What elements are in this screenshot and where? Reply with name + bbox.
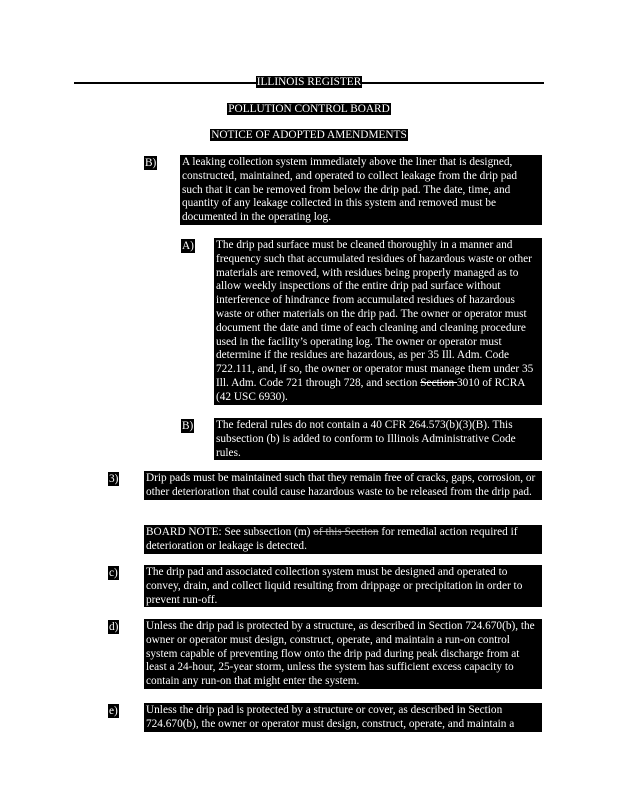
item-label-e: e) — [109, 705, 118, 717]
board-note-struck: of this Section — [313, 526, 379, 538]
notice-title: NOTICE OF ADOPTED AMENDMENTS — [211, 129, 407, 141]
item-a2-struck: Section — [420, 376, 457, 389]
item-label-d: d) — [109, 621, 119, 633]
board-note-part1: BOARD NOTE: See subsection (m) — [146, 526, 314, 538]
item-b2-text: The federal rules do not contain a 40 CFR 264.573(b)(3)(B). This subsection (b) is added to conform to Illinois Administrative Code rules. — [214, 418, 542, 460]
item-label-a2: A) — [182, 240, 194, 252]
item-a2-text-part1: The drip pad surface must be cleaned thoroughly in a manner and frequency such that accumulated residues of hazardous waste or other materials are removed, with residues being properly managed as to allow weekly inspections of the entire drip pad surface without interference of hindrance from accumulated residues of hazardous waste or other materials on the drip pad. The owner or operator must document the date and time of each cleaning and cleaning procedure used in the facility’s operating log. The owner or operator must determine if the residues are hazardous, as per 35 Ill. Adm. Code 722.111, and, if so, the owner or operator must manage them under 35 Ill. Adm. Code 721 through 728, and section — [216, 239, 534, 389]
item-d-text: Unless the drip pad is protected by a structure, as described in Section 724.670(b), the owner or operator must design, construct, operate, and maintain a run-on control system capable of preventing flow onto the drip pad during peak discharge from at least a 24-hour, 25-year storm, unless the system has sufficient excess capacity to contain any run-on that might enter the system. — [144, 619, 542, 689]
item-label-b: B) — [145, 157, 157, 169]
item-label-b2: B) — [182, 420, 194, 432]
item-e-text: Unless the drip pad is protected by a structure or cover, as described in Section 724.670(b), the owner or operator must design, construct, operate, and maintain a — [144, 703, 542, 732]
item-a2-text — [214, 238, 542, 405]
item-a2-text-part2: 3010 of RCRA (42 USC 6930). — [216, 376, 525, 403]
board-title: POLLUTION CONTROL BOARD — [228, 103, 390, 115]
item-label-3: 3) — [109, 473, 119, 485]
item-label-c: c) — [109, 567, 118, 579]
item-c-text: The drip pad and associated collection system must be designed and operated to convey, drain, and collect liquid resulting from drippage or precipitation in order to prevent run-off. — [144, 565, 542, 607]
board-note — [144, 525, 542, 554]
register-title: ILLINOIS REGISTER — [256, 76, 362, 88]
board-note-part2: for remedial action required if deterioration or leakage is detected. — [146, 526, 518, 552]
item-3-text: Drip pads must be maintained such that they remain free of cracks, gaps, corrosion, or other deterioration that could cause hazardous waste to be released from the drip pad. — [144, 471, 542, 500]
item-b-text: A leaking collection system immediately above the liner that is designed, constructed, maintained, and operated to collect leakage from the drip pad such that it can be removed from below the drip pad. The date, time, and quantity of any leakage collected in this system and removed must be documented in the operating log. — [180, 155, 542, 225]
